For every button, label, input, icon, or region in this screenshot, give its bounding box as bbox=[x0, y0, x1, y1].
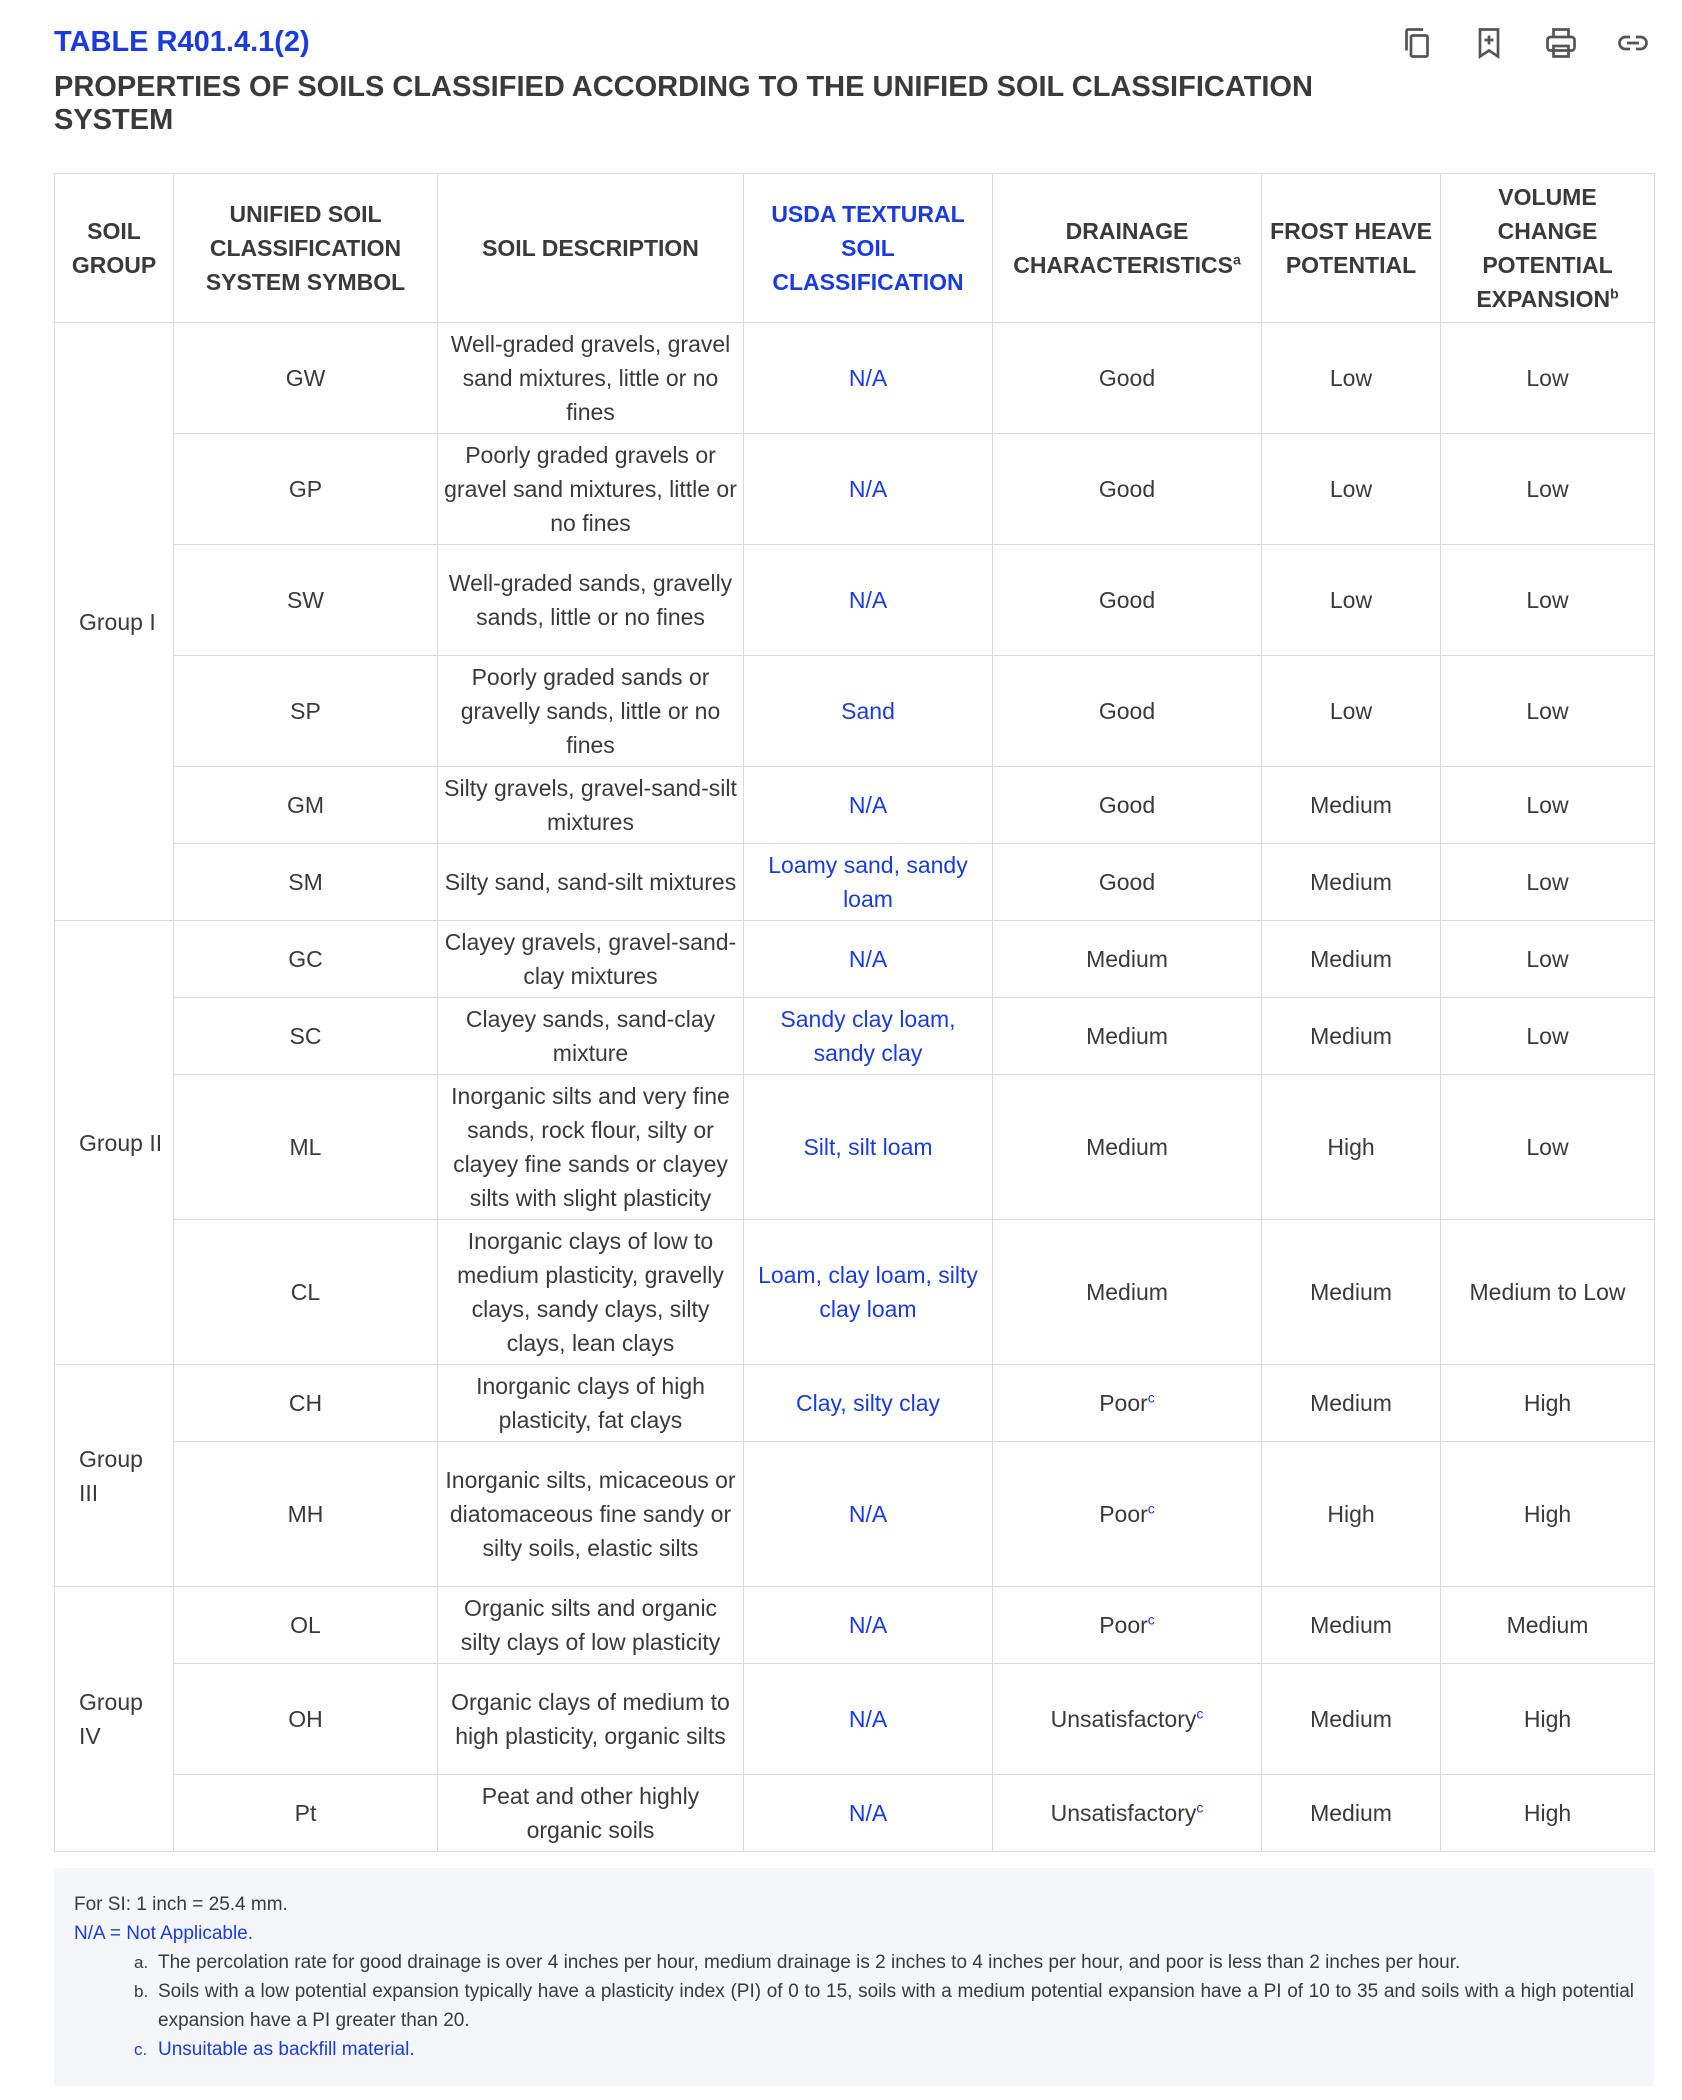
table-row bbox=[55, 1075, 1655, 1220]
header-row bbox=[55, 174, 1655, 323]
uscs-symbol-cell: MH bbox=[174, 1442, 438, 1587]
usda-classification-cell[interactable]: N/A bbox=[744, 323, 993, 434]
frost-heave-cell: Medium bbox=[1262, 844, 1441, 921]
volume-change-cell: High bbox=[1441, 1442, 1655, 1587]
drainage-cell bbox=[993, 545, 1262, 656]
table-row bbox=[55, 1664, 1655, 1775]
drainage-cell bbox=[993, 1365, 1262, 1442]
drainage-value: Poor bbox=[1099, 1390, 1148, 1416]
uscs-symbol-cell: GM bbox=[174, 767, 438, 844]
uscs-symbol-cell: GC bbox=[174, 921, 438, 998]
frost-heave-cell: Medium bbox=[1262, 1365, 1441, 1442]
soil-group-cell: Group III bbox=[55, 1365, 174, 1587]
drainage-value: Unsatisfactory bbox=[1050, 1706, 1197, 1732]
usda-classification-cell[interactable]: N/A bbox=[744, 1442, 993, 1587]
drainage-value: Medium bbox=[1086, 946, 1168, 972]
footnote-text: Soils with a low potential expansion typically have a plasticity index (PI) of 0 to 15, soils with a medium potential expansion have a PI of 10 to 35 and soils with a high potential expansion have a PI greater than 20. bbox=[158, 1981, 1634, 2031]
si-note: For SI: 1 inch = 25.4 mm. bbox=[74, 1894, 288, 1915]
uscs-symbol-cell: ML bbox=[174, 1075, 438, 1220]
drainage-cell bbox=[993, 1075, 1262, 1220]
uscs-symbol-cell: SM bbox=[174, 844, 438, 921]
drainage-value: Medium bbox=[1086, 1279, 1168, 1305]
volume-change-cell: High bbox=[1441, 1664, 1655, 1775]
uscs-symbol-cell: OH bbox=[174, 1664, 438, 1775]
soil-description-cell: Silty gravels, gravel-sand-silt mixtures bbox=[438, 767, 744, 844]
toolbar bbox=[1396, 22, 1654, 64]
drainage-cell bbox=[993, 434, 1262, 545]
drainage-cell bbox=[993, 998, 1262, 1075]
usda-classification-cell[interactable]: Sandy clay loam, sandy clay bbox=[744, 998, 993, 1075]
drainage-value: Medium bbox=[1086, 1134, 1168, 1160]
table-row bbox=[55, 1220, 1655, 1365]
frost-heave-cell: Low bbox=[1262, 656, 1441, 767]
header-uscs-symbol: UNIFIED SOIL CLASSIFICATION SYSTEM SYMBOL bbox=[174, 174, 438, 323]
usda-classification-cell[interactable]: Sand bbox=[744, 656, 993, 767]
soil-description-cell: Clayey gravels, gravel-sand-clay mixtures bbox=[438, 921, 744, 998]
frost-heave-cell: Medium bbox=[1262, 1775, 1441, 1852]
table-notes bbox=[54, 1868, 1654, 2086]
soil-description-cell: Clayey sands, sand-clay mixture bbox=[438, 998, 744, 1075]
frost-heave-cell: High bbox=[1262, 1075, 1441, 1220]
drainage-cell bbox=[993, 844, 1262, 921]
soil-description-cell: Inorganic clays of high plasticity, fat clays bbox=[438, 1365, 744, 1442]
drainage-cell bbox=[993, 1664, 1262, 1775]
volume-change-cell: Medium to Low bbox=[1441, 1220, 1655, 1365]
footnote-ref-c[interactable]: c bbox=[1147, 1500, 1155, 1517]
header-drainage-label: DRAINAGE CHARACTERISTICS bbox=[1013, 218, 1233, 278]
drainage-value: Good bbox=[1098, 365, 1156, 391]
footnote-ref-b[interactable]: b bbox=[1610, 285, 1619, 302]
footnote-ref-a[interactable]: a bbox=[1232, 251, 1241, 268]
table-row bbox=[55, 1587, 1655, 1664]
table-section bbox=[54, 22, 1654, 2086]
usda-classification-cell[interactable]: N/A bbox=[744, 921, 993, 998]
uscs-symbol-cell: GW bbox=[174, 323, 438, 434]
header-drainage bbox=[993, 174, 1262, 323]
footnote-ref-c[interactable]: c bbox=[1147, 1611, 1155, 1628]
footnote-b bbox=[74, 1977, 1634, 2035]
frost-heave-cell: Medium bbox=[1262, 921, 1441, 998]
table-row bbox=[55, 656, 1655, 767]
usda-classification-cell[interactable]: Clay, silty clay bbox=[744, 1365, 993, 1442]
drainage-value: Poor bbox=[1099, 1501, 1148, 1527]
drainage-cell bbox=[993, 921, 1262, 998]
print-icon[interactable] bbox=[1540, 22, 1582, 64]
drainage-cell bbox=[993, 1220, 1262, 1365]
volume-change-cell: Low bbox=[1441, 323, 1655, 434]
frost-heave-cell: Low bbox=[1262, 545, 1441, 656]
uscs-symbol-cell: OL bbox=[174, 1587, 438, 1664]
footnote-text: The percolation rate for good drainage is over 4 inches per hour, medium drainage is 2 inches to 4 inches per hour, and poor is less than 2 inches per hour. bbox=[158, 1952, 1461, 1973]
usda-classification-cell[interactable]: Loamy sand, sandy loam bbox=[744, 844, 993, 921]
table-row bbox=[55, 1365, 1655, 1442]
drainage-cell bbox=[993, 1587, 1262, 1664]
header-soil-description: SOIL DESCRIPTION bbox=[438, 174, 744, 323]
drainage-cell bbox=[993, 323, 1262, 434]
bookmark-add-icon[interactable] bbox=[1468, 22, 1510, 64]
frost-heave-cell: Medium bbox=[1262, 1220, 1441, 1365]
drainage-value: Poor bbox=[1099, 1612, 1148, 1638]
drainage-value: Medium bbox=[1086, 1023, 1168, 1049]
frost-heave-cell: High bbox=[1262, 1442, 1441, 1587]
soil-description-cell: Poorly graded gravels or gravel sand mixtures, little or no fines bbox=[438, 434, 744, 545]
soil-group-cell: Group I bbox=[55, 323, 174, 921]
soil-description-cell: Inorganic silts and very fine sands, rock flour, silty or clayey fine sands or clayey silts with slight plasticity bbox=[438, 1075, 744, 1220]
volume-change-cell: Low bbox=[1441, 921, 1655, 998]
table-row bbox=[55, 767, 1655, 844]
soil-description-cell: Organic silts and organic silty clays of low plasticity bbox=[438, 1587, 744, 1664]
drainage-value: Unsatisfactory bbox=[1050, 1800, 1197, 1826]
drainage-cell bbox=[993, 767, 1262, 844]
frost-heave-cell: Medium bbox=[1262, 767, 1441, 844]
link-icon[interactable] bbox=[1612, 22, 1654, 64]
usda-classification-cell[interactable]: N/A bbox=[744, 767, 993, 844]
soil-description-cell: Inorganic silts, micaceous or diatomaceous fine sandy or silty soils, elastic silts bbox=[438, 1442, 744, 1587]
header-soil-group: SOIL GROUP bbox=[55, 174, 174, 323]
footnote-list bbox=[74, 1948, 1634, 2064]
drainage-cell bbox=[993, 1442, 1262, 1587]
soil-description-cell: Poorly graded sands or gravelly sands, little or no fines bbox=[438, 656, 744, 767]
usda-classification-cell[interactable]: Silt, silt loam bbox=[744, 1075, 993, 1220]
frost-heave-cell: Low bbox=[1262, 323, 1441, 434]
header-volume-change bbox=[1441, 174, 1655, 323]
copy-icon[interactable] bbox=[1396, 22, 1438, 64]
table-row bbox=[55, 1775, 1655, 1852]
volume-change-cell: High bbox=[1441, 1365, 1655, 1442]
header-usda-classification[interactable]: USDA TEXTURAL SOIL CLASSIFICATION bbox=[744, 174, 993, 323]
drainage-value: Good bbox=[1098, 792, 1156, 818]
table-row bbox=[55, 998, 1655, 1075]
volume-change-cell: Medium bbox=[1441, 1587, 1655, 1664]
drainage-value: Good bbox=[1098, 587, 1156, 613]
volume-change-cell: Low bbox=[1441, 545, 1655, 656]
volume-change-cell: Low bbox=[1441, 844, 1655, 921]
uscs-symbol-cell: Pt bbox=[174, 1775, 438, 1852]
table-row bbox=[55, 844, 1655, 921]
footnote-ref-c[interactable]: c bbox=[1147, 1389, 1155, 1406]
frost-heave-cell: Medium bbox=[1262, 1587, 1441, 1664]
soil-properties-table bbox=[54, 173, 1655, 1852]
volume-change-cell: Low bbox=[1441, 998, 1655, 1075]
drainage-cell bbox=[993, 656, 1262, 767]
usda-classification-cell[interactable]: N/A bbox=[744, 545, 993, 656]
usda-classification-cell[interactable]: N/A bbox=[744, 1775, 993, 1852]
header-frost-heave: FROST HEAVE POTENTIAL bbox=[1262, 174, 1441, 323]
frost-heave-cell: Medium bbox=[1262, 998, 1441, 1075]
usda-classification-cell[interactable]: N/A bbox=[744, 1587, 993, 1664]
footnote-a bbox=[74, 1948, 1634, 1977]
header-volume-label: VOLUME CHANGE POTENTIAL EXPANSION bbox=[1476, 184, 1613, 312]
uscs-symbol-cell: CH bbox=[174, 1365, 438, 1442]
table-row bbox=[55, 434, 1655, 545]
footnote-mark: b. bbox=[134, 1982, 149, 2001]
footnote-mark: a. bbox=[134, 1953, 149, 1972]
soil-description-cell: Well-graded sands, gravelly sands, little or no fines bbox=[438, 545, 744, 656]
uscs-symbol-cell: SW bbox=[174, 545, 438, 656]
usda-classification-cell[interactable]: Loam, clay loam, silty clay loam bbox=[744, 1220, 993, 1365]
volume-change-cell: Low bbox=[1441, 434, 1655, 545]
drainage-value: Good bbox=[1098, 869, 1156, 895]
soil-description-cell: Peat and other highly organic soils bbox=[438, 1775, 744, 1852]
soil-description-cell: Inorganic clays of low to medium plasticity, gravelly clays, sandy clays, silty clays, lean clays bbox=[438, 1220, 744, 1365]
drainage-cell bbox=[993, 1775, 1262, 1852]
uscs-symbol-cell: GP bbox=[174, 434, 438, 545]
volume-change-cell: High bbox=[1441, 1775, 1655, 1852]
drainage-value: Good bbox=[1098, 698, 1156, 724]
table-row bbox=[55, 323, 1655, 434]
uscs-symbol-cell: SC bbox=[174, 998, 438, 1075]
uscs-symbol-cell: CL bbox=[174, 1220, 438, 1365]
table-code[interactable]: TABLE R401.4.1(2) bbox=[54, 26, 310, 58]
volume-change-cell: Low bbox=[1441, 1075, 1655, 1220]
table-row bbox=[55, 921, 1655, 998]
usda-classification-cell[interactable]: N/A bbox=[744, 434, 993, 545]
table-title: PROPERTIES OF SOILS CLASSIFIED ACCORDING TO THE UNIFIED SOIL CLASSIFICATION SYSTEM bbox=[54, 71, 1313, 136]
soil-description-cell: Well-graded gravels, gravel sand mixtures, little or no fines bbox=[438, 323, 744, 434]
volume-change-cell: Low bbox=[1441, 656, 1655, 767]
table-body bbox=[55, 323, 1655, 1852]
volume-change-cell: Low bbox=[1441, 767, 1655, 844]
table-row bbox=[55, 545, 1655, 656]
frost-heave-cell: Low bbox=[1262, 434, 1441, 545]
frost-heave-cell: Medium bbox=[1262, 1664, 1441, 1775]
footnote-c bbox=[74, 2035, 1634, 2064]
drainage-value: Good bbox=[1098, 476, 1156, 502]
footnote-mark: c. bbox=[134, 2040, 148, 2059]
na-note[interactable]: N/A = Not Applicable. bbox=[74, 1923, 254, 1944]
uscs-symbol-cell: SP bbox=[174, 656, 438, 767]
soil-description-cell: Organic clays of medium to high plasticity, organic silts bbox=[438, 1664, 744, 1775]
soil-group-cell: Group IV bbox=[55, 1587, 174, 1852]
soil-group-cell: Group II bbox=[55, 921, 174, 1365]
soil-description-cell: Silty sand, sand-silt mixtures bbox=[438, 844, 744, 921]
table-row bbox=[55, 1442, 1655, 1587]
footnote-ref-c[interactable]: c bbox=[1196, 1799, 1204, 1816]
footnote-text[interactable]: Unsuitable as backfill material. bbox=[158, 2039, 415, 2060]
footnote-ref-c[interactable]: c bbox=[1196, 1705, 1204, 1722]
usda-classification-cell[interactable]: N/A bbox=[744, 1664, 993, 1775]
